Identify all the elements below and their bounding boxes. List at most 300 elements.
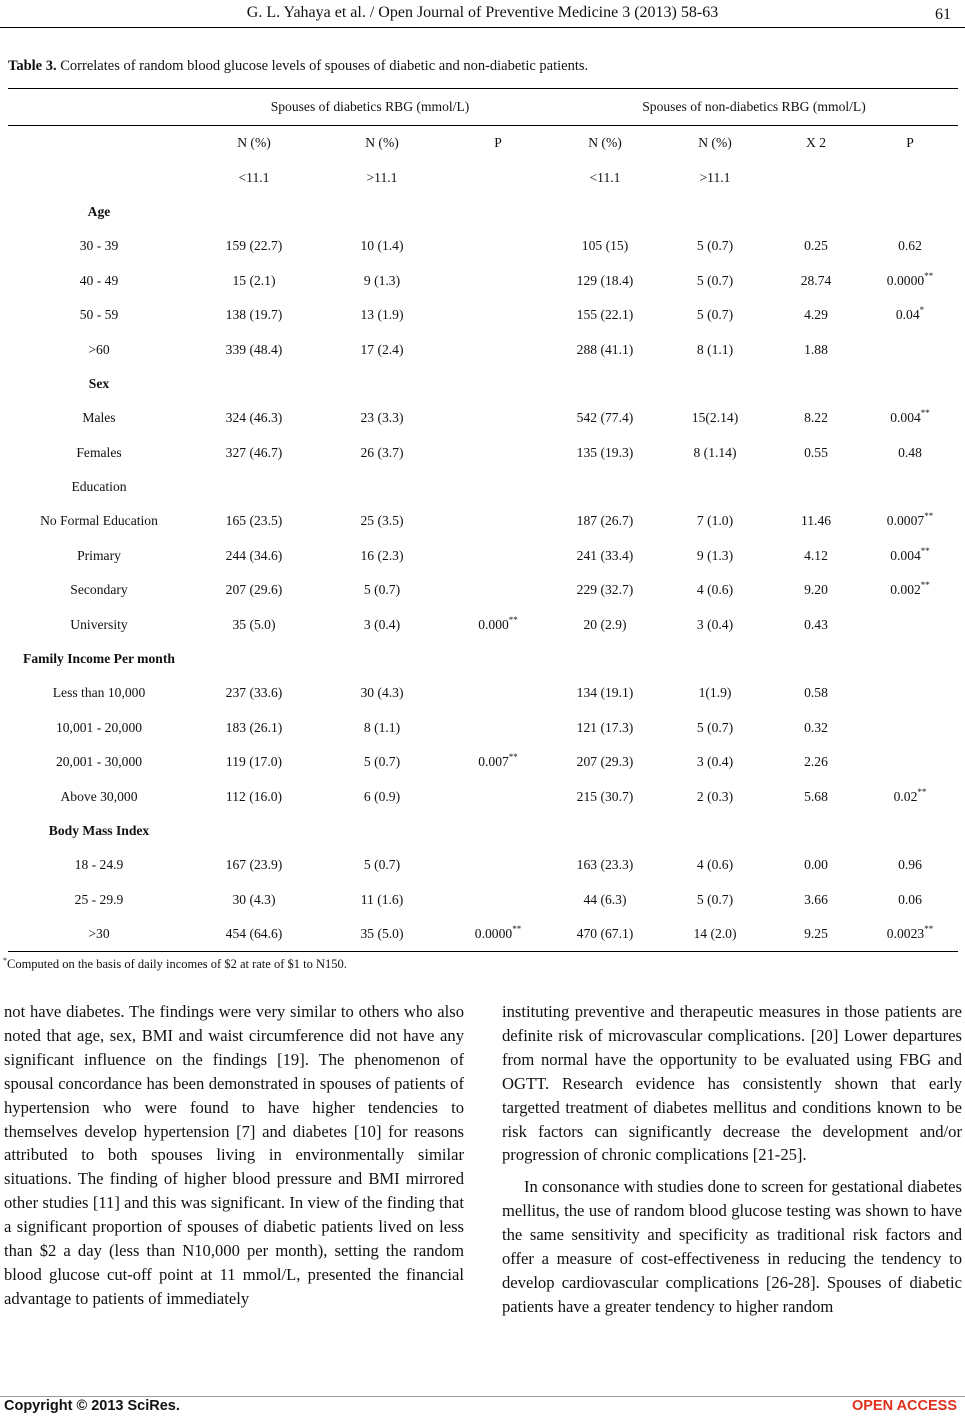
nondiabetic-p-value [862,539,958,573]
column-header: N (%) [588,135,622,151]
empty-cell [446,814,550,848]
diabetic-above-cutoff-value: 5 (0.7) [363,582,401,598]
row-label-value: >30 [88,926,110,942]
nondiabetic-above-cutoff-value: 3 (0.4) [696,754,734,770]
empty-cell [770,367,862,401]
table-row [8,883,958,917]
nondiabetic-above-cutoff-value: 2 (0.3) [696,788,734,804]
diabetic-below-cutoff-value: 244 (34.6) [225,547,283,563]
empty-cell [446,470,550,504]
nondiabetic-below-cutoff [550,779,660,813]
diabetic-above-cutoff-value: 30 (4.3) [360,685,404,701]
diabetic-above-cutoff [318,332,446,366]
diabetic-below-cutoff-value: 15 (2.1) [232,272,276,288]
table-row [8,917,958,952]
nondiabetic-above-cutoff [660,779,770,813]
chi-square [770,264,862,298]
diabetic-below-cutoff [190,298,318,332]
nondiabetic-below-cutoff [550,298,660,332]
empty-cell [660,195,770,229]
diabetic-p-value [446,607,550,641]
open-access-label: OPEN ACCESS [851,1398,957,1414]
column-subheader: <11.1 [238,169,270,185]
diabetic-p-value [446,436,550,470]
diabetic-p-value [446,779,550,813]
diabetic-below-cutoff-value: 339 (48.4) [225,341,283,357]
footnote-text: Computed on the basis of daily incomes of $2 at rate of $1 to N150. [7,957,347,971]
diabetic-above-cutoff-value: 11 (1.6) [360,891,404,907]
nondiabetic-p-value-value: 0.96 [898,857,922,873]
column-subheader [770,160,862,194]
diabetic-above-cutoff [318,917,446,952]
chi-square [770,848,862,882]
table-caption-label: Table 3. [8,58,57,74]
nondiabetic-below-cutoff-value: 470 (67.1) [576,926,634,942]
nondiabetic-above-cutoff-value: 3 (0.4) [696,616,734,632]
chi-square [770,745,862,779]
significance-mark: ** [920,545,930,556]
chi-square-value: 0.32 [804,719,828,735]
chi-square [770,436,862,470]
empty-cell [318,470,446,504]
nondiabetic-below-cutoff [550,401,660,435]
chi-square [770,779,862,813]
body-column-right [502,1000,962,1319]
diabetic-above-cutoff [318,401,446,435]
nondiabetic-above-cutoff-value: 15(2.14) [691,410,739,426]
diabetic-above-cutoff-value: 10 (1.4) [360,238,404,254]
diabetic-below-cutoff-value: 138 (19.7) [225,307,283,323]
nondiabetic-p-value-value: 0.62 [898,238,922,254]
empty-cell [660,367,770,401]
nondiabetic-p-value [862,848,958,882]
table-caption-text: Correlates of random blood glucose levels of spouses of diabetic and non-diabetic patients. [56,58,589,74]
chi-square [770,917,862,952]
nondiabetic-below-cutoff [550,676,660,710]
diabetic-below-cutoff-value: 159 (22.7) [225,238,283,254]
chi-square-value: 28.74 [800,272,832,288]
empty-cell [550,367,660,401]
nondiabetic-p-value [862,504,958,538]
diabetic-above-cutoff [318,264,446,298]
empty-cell [190,642,318,676]
nondiabetic-above-cutoff [660,711,770,745]
nondiabetic-above-cutoff-value: 5 (0.7) [696,272,734,288]
row-label [8,779,190,813]
nondiabetic-below-cutoff [550,848,660,882]
diabetic-p-value [446,264,550,298]
nondiabetic-above-cutoff [660,848,770,882]
running-header [0,4,965,24]
diabetic-above-cutoff-value: 13 (1.9) [360,307,404,323]
table-row [8,539,958,573]
chi-square [770,298,862,332]
nondiabetic-above-cutoff-value: 7 (1.0) [696,513,734,529]
diabetic-p-value [446,298,550,332]
column-header: N (%) [365,135,399,151]
row-label-value: No Formal Education [40,513,158,529]
column-header: P [906,135,914,151]
nondiabetic-p-value-value: 0.0007 [886,513,925,529]
diabetic-below-cutoff [190,229,318,263]
nondiabetic-below-cutoff-value: 163 (23.3) [576,857,634,873]
empty-cell [862,195,958,229]
nondiabetic-p-value [862,607,958,641]
table-row [8,504,958,538]
empty-cell [318,814,446,848]
nondiabetic-p-value-value: 0.02 [893,788,918,804]
empty-cell [770,642,862,676]
empty-cell [862,642,958,676]
significance-mark: ** [920,408,930,419]
row-label [8,298,190,332]
empty-cell [862,814,958,848]
nondiabetic-below-cutoff [550,264,660,298]
table-row [8,229,958,263]
nondiabetic-below-cutoff-value: 121 (17.3) [576,719,634,735]
chi-square-value: 9.20 [804,582,828,598]
body-paragraph: not have diabetes. The findings were very similar to others who also noted that age, sex, BMI and waist circumference did not have any significant influence on the findings [19]. The phenomenon of spousal concordance has been demonstrated in spouses of patients of hypertension who were found to have higher tendencies to themselves develop hypertension [7] and diabetes [10] for reasons attributed to both spouses living in environmentally similar situations. The finding of higher blood pressure and BMI mirrored other studies [11] and this was significant. In view of the finding that a significant proportion of spouses of diabetic patients lived on less than $2 a day (less than N10,000 per month), setting the random blood glucose cut-off point at 11 mmol/L, presented the financial advantage to patients of immediately [4,1002,464,1308]
diabetic-p-value [446,676,550,710]
significance-mark: ** [920,580,930,591]
diabetic-below-cutoff [190,745,318,779]
nondiabetic-p-value [862,298,958,332]
column-subheader [862,160,958,194]
empty-cell [550,195,660,229]
nondiabetic-below-cutoff [550,504,660,538]
chi-square-value: 0.43 [804,616,828,632]
diabetic-above-cutoff [318,229,446,263]
diabetic-below-cutoff-value: 167 (23.9) [225,857,283,873]
nondiabetic-below-cutoff-value: 207 (29.3) [576,754,634,770]
footnote-mark: * [3,956,7,965]
diabetic-p-value [446,573,550,607]
nondiabetic-below-cutoff [550,229,660,263]
row-label [8,745,190,779]
chi-square-value: 8.22 [804,410,828,426]
page-number: 61 [935,6,951,23]
nondiabetic-p-value [862,711,958,745]
diabetic-below-cutoff [190,539,318,573]
diabetic-above-cutoff [318,607,446,641]
chi-square-value: 9.25 [804,926,828,942]
diabetic-p-value-value: 0.0000 [474,926,513,942]
chi-square [770,401,862,435]
table-row [8,848,958,882]
diabetic-below-cutoff-value: 237 (33.6) [225,685,283,701]
nondiabetic-p-value [862,573,958,607]
chi-square-value: 5.68 [804,788,828,804]
nondiabetic-above-cutoff-value: 4 (0.6) [696,582,734,598]
nondiabetic-below-cutoff-value: 241 (33.4) [576,547,634,563]
nondiabetic-below-cutoff [550,573,660,607]
row-label-value: 30 - 39 [79,238,119,254]
diabetic-above-cutoff-value: 6 (0.9) [363,788,401,804]
column-subheader [446,160,550,194]
diabetic-p-value [446,229,550,263]
significance-mark: ** [508,752,518,763]
section-label: Family Income Per month [23,651,175,667]
diabetic-below-cutoff [190,883,318,917]
diabetic-above-cutoff [318,883,446,917]
diabetic-above-cutoff [318,676,446,710]
nondiabetic-p-value [862,883,958,917]
chi-square-value: 4.29 [804,307,828,323]
diabetic-above-cutoff-value: 3 (0.4) [363,616,401,632]
diabetic-p-value [446,883,550,917]
diabetic-above-cutoff [318,298,446,332]
chi-square [770,676,862,710]
nondiabetic-below-cutoff-value: 134 (19.1) [576,685,634,701]
table-caption [8,58,588,75]
nondiabetic-above-cutoff [660,573,770,607]
diabetic-above-cutoff-value: 26 (3.7) [360,444,404,460]
diabetic-below-cutoff [190,711,318,745]
nondiabetic-p-value [862,917,958,952]
nondiabetic-above-cutoff-value: 5 (0.7) [696,238,734,254]
nondiabetic-above-cutoff-value: 14 (2.0) [693,926,737,942]
diabetic-below-cutoff [190,676,318,710]
column-subheader: >11.1 [366,169,398,185]
nondiabetic-p-value-value: 0.04 [895,307,920,323]
diabetic-below-cutoff-value: 324 (46.3) [225,410,283,426]
nondiabetic-below-cutoff [550,917,660,952]
diabetic-below-cutoff-value: 207 (29.6) [225,582,283,598]
diabetic-below-cutoff [190,573,318,607]
diabetic-above-cutoff-value: 8 (1.1) [363,719,401,735]
nondiabetic-p-value-value: 0.0023 [886,926,925,942]
group-header-nondiabetics: Spouses of non-diabetics RBG (mmol/L) [550,89,958,126]
body-paragraph: instituting preventive and therapeutic measures in those patients are definite risk of microvascular complications. [20] Lower departures from normal have the opportunity to be evaluated using FBG and OGTT. Research evidence has consistently shown that early targetted treatment of diabetes mellitus and conditions known to be risk factors can significantly decrease the development and/or progression of chronic complications [21-25]. [502,1002,962,1165]
diabetic-above-cutoff-value: 5 (0.7) [363,857,401,873]
column-header: N (%) [237,135,271,151]
diabetic-above-cutoff [318,711,446,745]
table-row [8,779,958,813]
table-column-subheader-row [8,160,958,194]
empty-cell [660,470,770,504]
row-label [8,676,190,710]
diabetic-p-value [446,745,550,779]
nondiabetic-above-cutoff-value: 5 (0.7) [696,891,734,907]
nondiabetic-below-cutoff-value: 129 (18.4) [576,272,634,288]
nondiabetic-above-cutoff [660,229,770,263]
row-label [8,229,190,263]
diabetic-below-cutoff [190,332,318,366]
diabetic-above-cutoff [318,779,446,813]
table-group-header-row [8,89,958,126]
nondiabetic-above-cutoff [660,264,770,298]
nondiabetic-below-cutoff-value: 215 (30.7) [576,788,634,804]
chi-square-value: 0.25 [804,238,828,254]
section-row-income [8,642,958,676]
diabetic-below-cutoff [190,607,318,641]
empty-cell [550,642,660,676]
section-row-education [8,470,958,504]
section-row-age [8,195,958,229]
diabetic-below-cutoff [190,779,318,813]
empty-cell [862,470,958,504]
chi-square [770,539,862,573]
table-row [8,298,958,332]
table-row [8,676,958,710]
significance-mark: ** [917,786,927,797]
row-label [8,264,190,298]
nondiabetic-above-cutoff [660,504,770,538]
nondiabetic-p-value [862,229,958,263]
nondiabetic-below-cutoff-value: 187 (26.7) [576,513,634,529]
row-label [8,607,190,641]
nondiabetic-below-cutoff-value: 155 (22.1) [576,307,634,323]
diabetic-p-value [446,848,550,882]
nondiabetic-above-cutoff-value: 4 (0.6) [696,857,734,873]
nondiabetic-below-cutoff [550,883,660,917]
nondiabetic-above-cutoff [660,332,770,366]
nondiabetic-below-cutoff-value: 20 (2.9) [583,616,627,632]
chi-square [770,711,862,745]
diabetic-above-cutoff-value: 9 (1.3) [363,272,401,288]
chi-square [770,883,862,917]
table-footnote [3,957,347,972]
empty-cell [862,367,958,401]
diabetic-above-cutoff [318,745,446,779]
diabetic-above-cutoff-value: 23 (3.3) [360,410,404,426]
nondiabetic-p-value [862,745,958,779]
row-label-value: 25 - 29.9 [74,891,124,907]
diabetic-below-cutoff-value: 30 (4.3) [232,891,276,907]
table-row [8,711,958,745]
table-corner-cell [8,126,190,161]
nondiabetic-above-cutoff-value: 9 (1.3) [696,547,734,563]
nondiabetic-above-cutoff [660,298,770,332]
column-header: X 2 [805,135,826,151]
row-label [8,883,190,917]
nondiabetic-above-cutoff [660,883,770,917]
diabetic-below-cutoff-value: 165 (23.5) [225,513,283,529]
nondiabetic-p-value-value: 0.06 [898,891,922,907]
nondiabetic-p-value [862,436,958,470]
diabetic-below-cutoff [190,848,318,882]
nondiabetic-above-cutoff-value: 1(1.9) [698,685,732,701]
row-label-value: 18 - 24.9 [74,857,124,873]
significance-mark: ** [924,924,934,935]
section-label: Education [71,479,127,495]
section-label: Sex [88,375,110,391]
nondiabetic-below-cutoff-value: 44 (6.3) [583,891,627,907]
diabetic-above-cutoff-value: 16 (2.3) [360,547,404,563]
diabetic-p-value-value: 0.007 [478,754,509,770]
diabetic-below-cutoff [190,917,318,952]
empty-cell [770,470,862,504]
nondiabetic-above-cutoff [660,607,770,641]
empty-cell [318,642,446,676]
nondiabetic-below-cutoff [550,711,660,745]
row-label [8,539,190,573]
empty-cell [318,367,446,401]
column-subheader: <11.1 [589,169,621,185]
diabetic-above-cutoff-value: 5 (0.7) [363,754,401,770]
chi-square-value: 2.26 [804,754,828,770]
diabetic-above-cutoff [318,504,446,538]
nondiabetic-above-cutoff [660,436,770,470]
nondiabetic-p-value [862,401,958,435]
diabetic-above-cutoff-value: 25 (3.5) [360,513,404,529]
row-label [8,401,190,435]
nondiabetic-below-cutoff-value: 542 (77.4) [576,410,634,426]
body-column-left [4,1000,464,1311]
table-row [8,264,958,298]
row-label [8,711,190,745]
empty-cell [190,367,318,401]
table-row [8,401,958,435]
diabetic-p-value [446,711,550,745]
body-paragraph: In consonance with studies done to screen for gestational diabetes mellitus, the use of random blood glucose testing was shown to have the same sensitivity and specificity as traditional risk factors and offer a measure of cost-effectiveness in reducing the tendency to develop cardiovascular complications [26-28]. Spouses of diabetic patients have a greater tendency to higher random [502,1177,962,1316]
nondiabetic-p-value [862,264,958,298]
nondiabetic-below-cutoff [550,745,660,779]
nondiabetic-below-cutoff-value: 229 (32.7) [576,582,634,598]
row-label [8,917,190,952]
chi-square [770,573,862,607]
row-label-value: Less than 10,000 [52,685,146,701]
nondiabetic-above-cutoff-value: 5 (0.7) [696,719,734,735]
row-label-value: 10,001 - 20,000 [55,719,143,735]
significance-mark: ** [508,614,518,625]
nondiabetic-p-value-value: 0.004 [890,547,921,563]
diabetic-below-cutoff-value: 327 (46.7) [225,444,283,460]
diabetic-above-cutoff [318,539,446,573]
diabetic-below-cutoff-value: 35 (5.0) [232,616,276,632]
table-row [8,332,958,366]
row-label [8,332,190,366]
row-label-value: Females [76,444,122,460]
nondiabetic-above-cutoff [660,745,770,779]
table-row [8,573,958,607]
chi-square-value: 4.12 [804,547,828,563]
diabetic-above-cutoff [318,573,446,607]
section-row-bmi [8,814,958,848]
nondiabetic-below-cutoff-value: 288 (41.1) [576,341,634,357]
nondiabetic-above-cutoff [660,917,770,952]
nondiabetic-below-cutoff-value: 135 (19.3) [576,444,634,460]
diabetic-above-cutoff-value: 17 (2.4) [360,341,404,357]
empty-cell [190,814,318,848]
nondiabetic-below-cutoff [550,539,660,573]
row-label-value: Primary [77,547,121,563]
diabetic-below-cutoff [190,504,318,538]
nondiabetic-p-value-value: 0.48 [898,444,922,460]
chi-square-value: 0.00 [804,857,828,873]
row-label [8,848,190,882]
row-label-value: Secondary [70,582,128,598]
chi-square [770,332,862,366]
row-label-value: Males [82,410,116,426]
diabetic-p-value [446,401,550,435]
row-label-value: 50 - 59 [79,307,119,323]
header-rule [0,27,965,28]
row-label-value: University [70,616,128,632]
diabetic-below-cutoff-value: 454 (64.6) [225,926,283,942]
diabetic-above-cutoff [318,848,446,882]
diabetic-p-value [446,539,550,573]
empty-cell [190,195,318,229]
diabetic-above-cutoff-value: 35 (5.0) [360,926,404,942]
nondiabetic-above-cutoff [660,676,770,710]
copyright-notice: Copyright © 2013 SciRes. [4,1398,180,1414]
nondiabetic-p-value-value: 0.004 [890,410,921,426]
empty-cell [770,814,862,848]
significance-mark: ** [924,511,934,522]
nondiabetic-above-cutoff [660,401,770,435]
chi-square [770,229,862,263]
